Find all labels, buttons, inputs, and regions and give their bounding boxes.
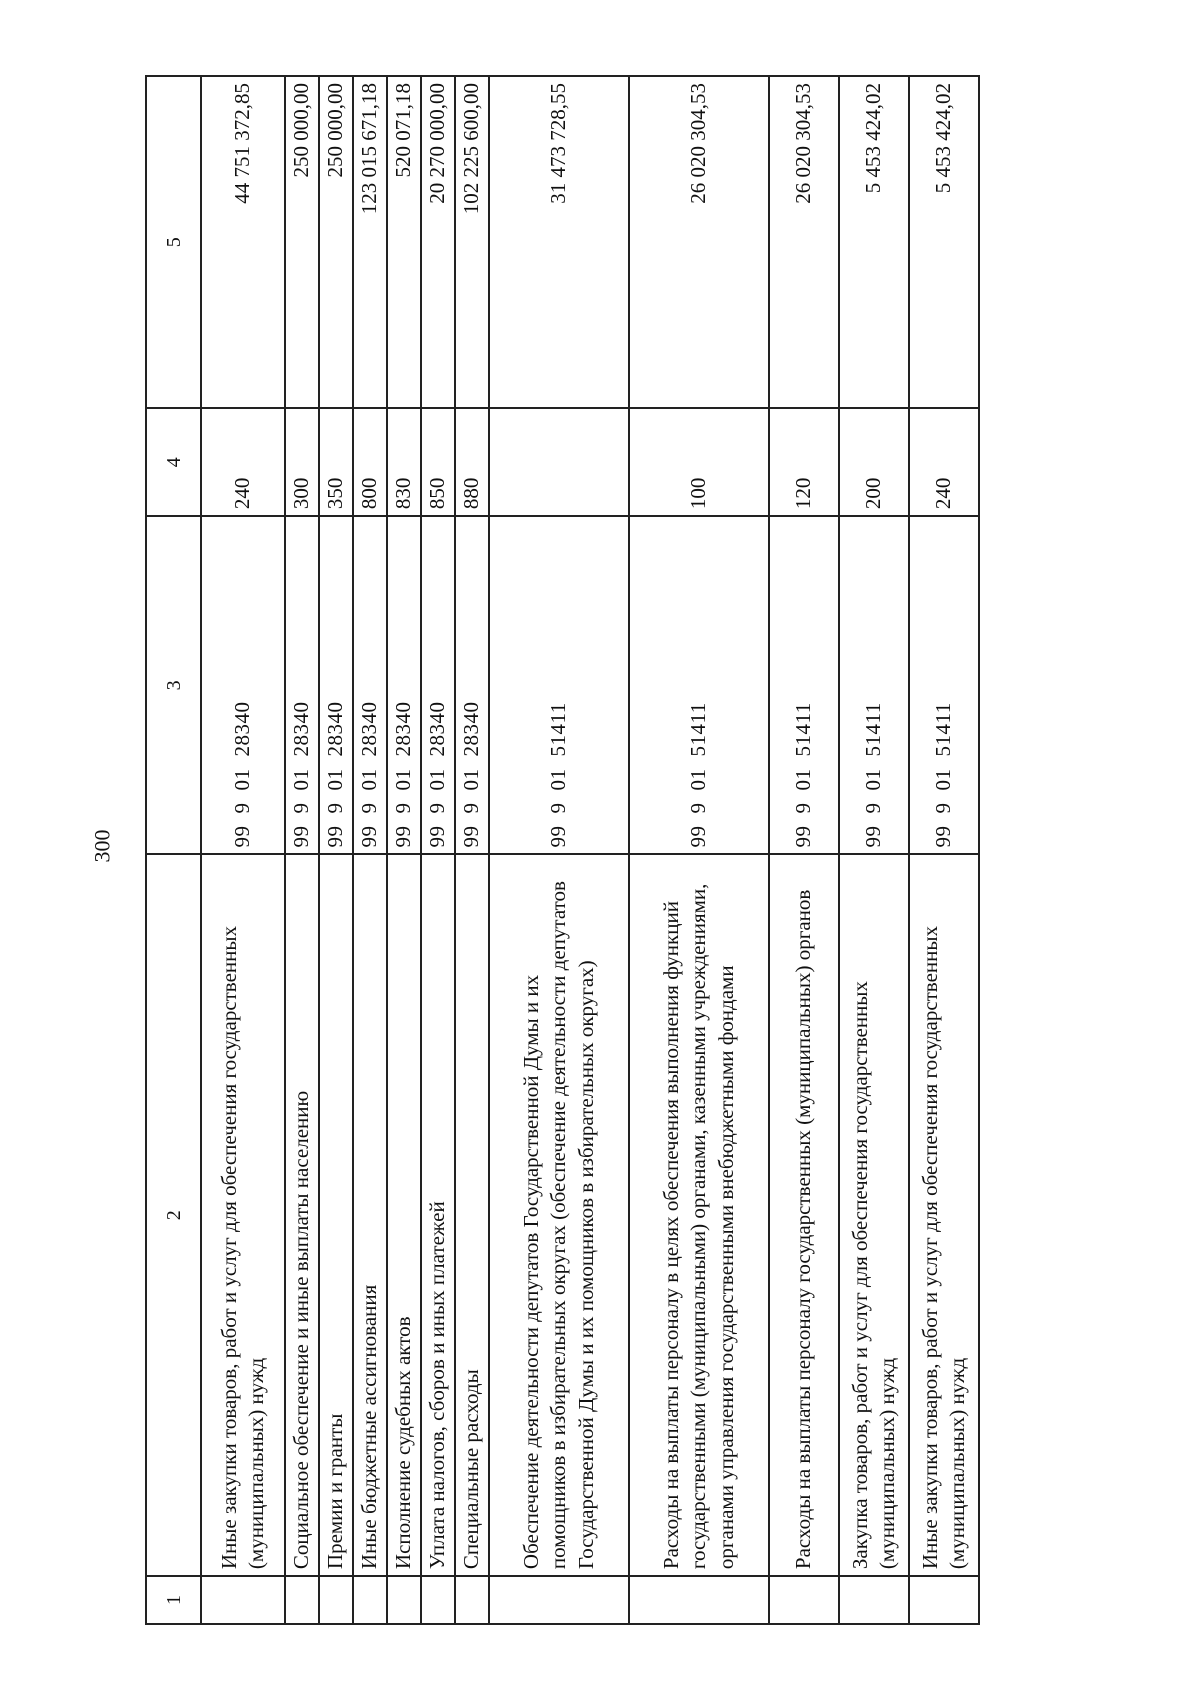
expense-type-cell: 120: [769, 408, 839, 516]
row-number-cell: [839, 1576, 909, 1624]
description-cell: Иные закупки товаров, работ и услуг для обеспечения государственных (муниципальных) нужд: [909, 855, 979, 1577]
description-cell: Закупка товаров, работ и услуг для обеспечения государственных (муниципальных) нужд: [839, 855, 909, 1577]
expense-type-cell: 880: [455, 408, 489, 516]
row-number-cell: [455, 1576, 489, 1624]
page-number: 300: [89, 829, 115, 863]
amount-cell: 102 225 600,00: [455, 76, 489, 408]
table-row: [285, 76, 319, 1624]
amount-cell: 44 751 372,85: [201, 76, 285, 408]
expense-type-cell: 800: [353, 408, 387, 516]
expense-type-cell: 830: [387, 408, 421, 516]
expense-type-cell: 300: [285, 408, 319, 516]
header-col-4: 4: [146, 408, 201, 516]
table-row: [353, 76, 387, 1624]
code-cell: 9990128340: [353, 516, 387, 854]
amount-cell: 20 270 000,00: [421, 76, 455, 408]
table-row: [769, 76, 839, 1624]
expense-type-cell: 100: [629, 408, 769, 516]
description-cell: Иные бюджетные ассигнования: [353, 855, 387, 1577]
code-cell: 9990128340: [201, 516, 285, 854]
expense-type-cell: [489, 408, 629, 516]
budget-table-container: [145, 75, 980, 1625]
expense-type-cell: 200: [839, 408, 909, 516]
row-number-cell: [387, 1576, 421, 1624]
amount-cell: 123 015 671,18: [353, 76, 387, 408]
row-number-cell: [489, 1576, 629, 1624]
description-cell: Иные закупки товаров, работ и услуг для обеспечения государственных (муниципальных) нужд: [201, 855, 285, 1577]
table-row: [421, 76, 455, 1624]
code-cell: 9990151411: [489, 516, 629, 854]
description-cell: Исполнение судебных актов: [387, 855, 421, 1577]
amount-cell: 520 071,18: [387, 76, 421, 408]
description-cell: Уплата налогов, сборов и иных платежей: [421, 855, 455, 1577]
table-row: [455, 76, 489, 1624]
expense-type-cell: 240: [201, 408, 285, 516]
code-cell: 9990151411: [629, 516, 769, 854]
row-number-cell: [629, 1576, 769, 1624]
description-cell: Специальные расходы: [455, 855, 489, 1577]
row-number-cell: [769, 1576, 839, 1624]
code-cell: 9990128340: [319, 516, 353, 854]
code-cell: 9990151411: [909, 516, 979, 854]
amount-cell: 5 453 424,02: [839, 76, 909, 408]
amount-cell: 250 000,00: [285, 76, 319, 408]
code-cell: 9990128340: [285, 516, 319, 854]
row-number-cell: [285, 1576, 319, 1624]
budget-table: [145, 75, 980, 1625]
table-row: [489, 76, 629, 1624]
expense-type-cell: 350: [319, 408, 353, 516]
table-row: [839, 76, 909, 1624]
amount-cell: 31 473 728,55: [489, 76, 629, 408]
description-cell: Социальное обеспечение и иные выплаты населению: [285, 855, 319, 1577]
amount-cell: 250 000,00: [319, 76, 353, 408]
code-cell: 9990128340: [455, 516, 489, 854]
description-cell: Расходы на выплаты персоналу в целях обеспечения выполнения функций государственными (муниципальными) органами, казенными учреждениями, органами управления государственными внебюджетными фондами: [629, 855, 769, 1577]
amount-cell: 26 020 304,53: [629, 76, 769, 408]
row-number-cell: [201, 1576, 285, 1624]
code-cell: 9990151411: [839, 516, 909, 854]
table-row: [319, 76, 353, 1624]
table-row: [387, 76, 421, 1624]
description-cell: Премии и гранты: [319, 855, 353, 1577]
table-row: [909, 76, 979, 1624]
header-col-2: 2: [146, 855, 201, 1577]
header-col-3: 3: [146, 516, 201, 854]
header-col-5: 5: [146, 76, 201, 408]
amount-cell: 5 453 424,02: [909, 76, 979, 408]
table-row: [201, 76, 285, 1624]
row-number-cell: [421, 1576, 455, 1624]
expense-type-cell: 850: [421, 408, 455, 516]
table-header-row: [146, 76, 201, 1624]
expense-type-cell: 240: [909, 408, 979, 516]
header-col-1: 1: [146, 1576, 201, 1624]
description-cell: Расходы на выплаты персоналу государственных (муниципальных) органов: [769, 855, 839, 1577]
amount-cell: 26 020 304,53: [769, 76, 839, 408]
row-number-cell: [909, 1576, 979, 1624]
code-cell: 9990151411: [769, 516, 839, 854]
table-row: [629, 76, 769, 1624]
code-cell: 9990128340: [421, 516, 455, 854]
row-number-cell: [353, 1576, 387, 1624]
code-cell: 9990128340: [387, 516, 421, 854]
description-cell: Обеспечение деятельности депутатов Государственной Думы и их помощников в избирательных округах (обеспечение деятельности депутатов Государственной Думы и их помощников в избирательных округах): [489, 855, 629, 1577]
row-number-cell: [319, 1576, 353, 1624]
